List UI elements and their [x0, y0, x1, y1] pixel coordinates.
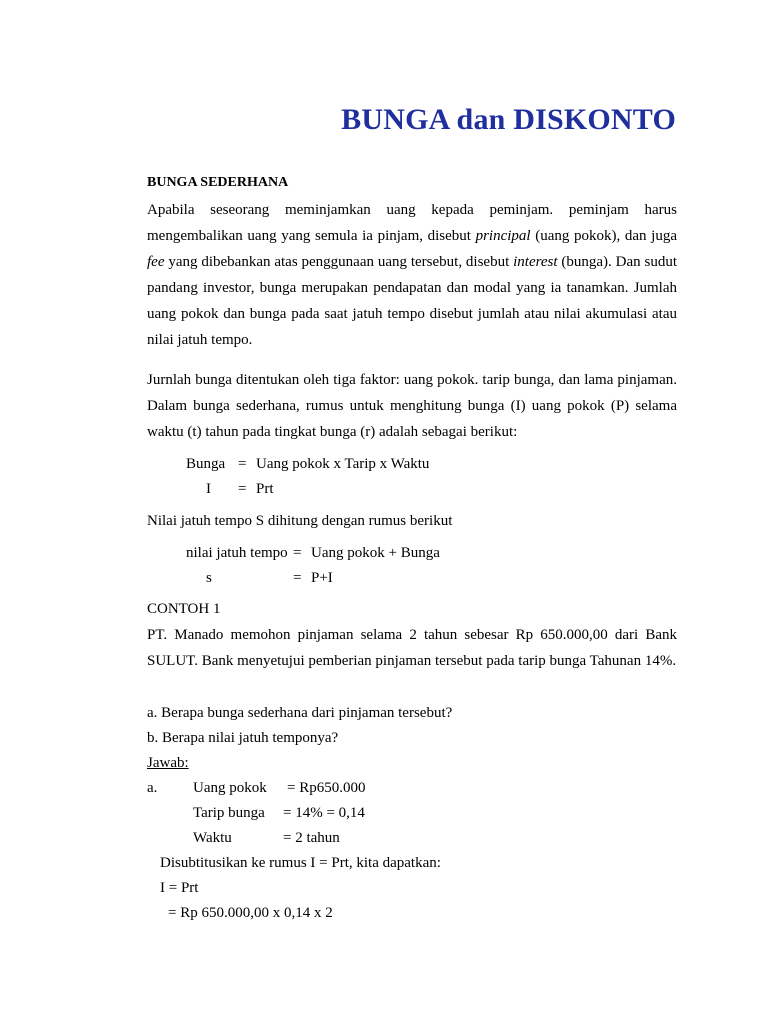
paragraph-maturity: Nilai jatuh tempo S dihitung dengan rumus berikut	[147, 513, 453, 529]
answer-label: Jawab:	[147, 755, 189, 771]
formula-maturity-rhs: Uang pokok + Bunga	[311, 545, 440, 561]
section-heading: BUNGA SEDERHANA	[147, 175, 289, 190]
answer-row-label: Waktu	[193, 830, 232, 846]
term-principal: principal	[475, 228, 531, 244]
term-interest: interest	[513, 254, 558, 270]
answer-row-value: = 2 tahun	[283, 830, 340, 846]
answer-row-label: Uang pokok	[193, 780, 267, 796]
formula-bunga-label: Bunga	[186, 456, 226, 472]
paragraph-definition: Apabila seseorang meminjamkan uang kepada peminjam. peminjam harus mengembalikan uang yang semula ia pinjam, disebut principal (uang pokok), dan juga fee yang dibebankan atas penggunaan uang tersebut, disebut interest (bunga). Dan sudut pandang investor, bunga merupakan pendapatan dan modal yang ia tanamkan. Jumlah uang pokok dan bunga pada saat jatuh tempo disebut jumlah atau nilai akumulasi atau nilai jatuh tempo.	[147, 202, 677, 348]
formula-i-label: I	[206, 481, 211, 497]
answer-marker: a.	[147, 780, 158, 796]
formula-bunga-rhs: Uang pokok x Tarip x Waktu	[256, 456, 430, 472]
formula-i-rhs: Prt	[256, 481, 274, 497]
answer-row-value: = 14% = 0,14	[283, 805, 365, 821]
example-heading: CONTOH 1	[147, 601, 221, 617]
formula-s-rhs: P+I	[311, 570, 333, 586]
example-text: PT. Manado memohon pinjaman selama 2 tahun sebesar Rp 650.000,00 dari Bank SULUT. Bank menyetujui pemberian pinjaman tersebut pada tarip bunga Tahunan 14%.	[147, 627, 677, 669]
formula-bunga-eq: =	[238, 456, 247, 472]
calc-line-1: I = Prt	[160, 880, 199, 896]
question-a: a. Berapa bunga sederhana dari pinjaman tersebut?	[147, 705, 453, 721]
answer-row-label: Tarip bunga	[193, 805, 265, 821]
formula-s-label: s	[206, 570, 212, 586]
calc-line-2: = Rp 650.000,00 x 0,14 x 2	[168, 905, 333, 921]
formula-maturity-eq: =	[293, 545, 302, 561]
formula-i-eq: =	[238, 481, 247, 497]
formula-maturity-label: nilai jatuh tempo	[186, 545, 288, 561]
formula-s-eq: =	[293, 570, 302, 586]
document-title: BUNGA dan DISKONTO	[341, 103, 676, 136]
question-b: b. Berapa nilai jatuh temponya?	[147, 730, 339, 746]
term-fee: fee	[147, 254, 165, 270]
paragraph-formula-intro: Jurnlah bunga ditentukan oleh tiga faktor: uang pokok. tarip bunga, dan lama pinjaman. Dalam bunga sederhana, rumus untuk menghitung bunga (I) uang pokok (P) selama waktu (t) tahun pada tingkat bunga (r) adalah sebagai berikut:	[147, 372, 677, 440]
substitution-text: Disubtitusikan ke rumus I = Prt, kita dapatkan:	[160, 855, 441, 871]
answer-row-value: = Rp650.000	[287, 780, 366, 796]
